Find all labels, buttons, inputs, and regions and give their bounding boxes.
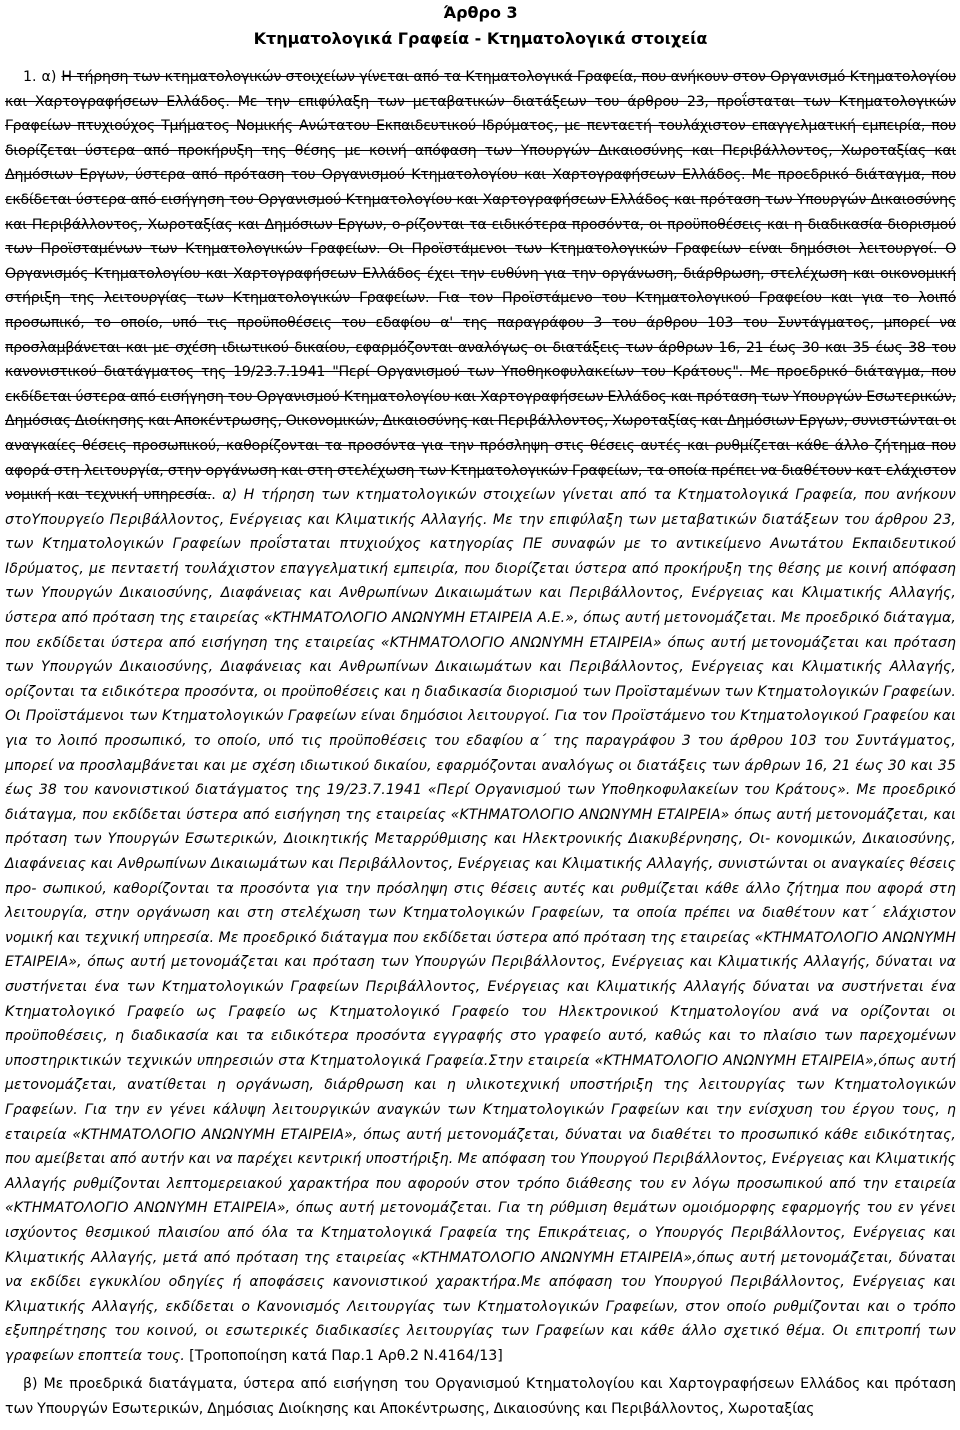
article-body (5, 65, 956, 1422)
paragraph-1-number: 1. α) (23, 69, 57, 85)
deleted-text: Η τήρηση των κτηματολογικών στοιχείων γίνεται από τα Κτηματολογικά Γραφεία, που ανήκουν στον Οργανισμό Κτηματολογίου και Χαρτογραφήσεων Ελλάδος. Με την επιφύλαξη των μεταβατικών διατάξεων του άρθρου 23, προΐσταται των Κτηματολογικών Γραφείων πτυχιούχος Τμήματος Νομικής Ανώτατου Εκπαιδευτικού Ιδρύματος, με πενταετή τουλάχιστον επαγγελματική εμπειρία, που διορίζεται ύστερα από προκήρυξη της θέσης με κοινή απόφαση των Υπουργών Δικαιοσύνης και Περιβάλλοντος, Χωροταξίας και Δημόσιων Εργων, ύστερα από πρόταση του Οργανισμού Κτηματολογίου και Χαρτογραφήσεων Ελλάδος. Με προεδρικό διάταγμα, που εκδίδεται ύστερα από εισήγηση του Οργανισμού Κτηματολογίου και Χαρτογραφήσεων Ελλάδος και πρόταση των Υπουργών Δικαιοσύνης και Περιβάλλοντος, Χωροταξίας και Δημόσιων Εργων, ο-ρίζονται τα ειδικότερα προσόντα, οι προϋποθέσεις και η διαδικασία διορισμού των Προϊσταμένων των Κτηματολογικών Γραφείων. Οι Προϊστάμενοι των Κτηματολογικών Γραφείων είναι δημόσιοι λειτουργοί. Ο Οργανισμός Κτηματολογίου και Χαρτογραφήσεων Ελλάδος έχει την ευθύνη για την οργάνωση, διάρθρωση, στελέχωση και οικονομική στήριξη της λειτουργίας των Κτηματολογικών Γραφείων. Για τον Προϊστάμενο του Κτηματολογικού Γραφείου και για το λοιπό προσωπικό, το οποίο, υπό τις προϋποθέσεις του εδαφίου α' της παραγράφου 3 του άρθρου 103 του Συντάγματος, μπορεί να προσλαμβάνεται και με σχέση ιδιωτικού δικαίου, εφαρμόζονται αναλόγως οι διατάξεις των άρθρων 16, 21 έως 30 και 35 έως 38 του κανονιστικού διατάγματος της 19/23.7.1941 "Περί Οργανισμού των Υποθηκοφυλακείων του Κράτους". Με προεδρικό διάταγμα, που εκδίδεται ύστερα από εισήγηση του Οργανισμού Κτηματολογίου και Χαρτογραφήσεων Ελλάδος και πρόταση των Υπουργών Εσωτερικών, Δημόσιας Διοίκησης και Αποκέντρωσης, Οικονομικών, Δικαιοσύνης και Περιβάλλοντος, Χωροταξίας και Δημόσιων Εργων, συνιστώνται οι αναγκαίες θέσεις προσωπικού, καθορίζονται τα προσόντα για την πρόσληψη στις θέσεις αυτές και ρυθμίζεται κάθε άλλο ζήτημα που αφορά στη λειτουργία, στην οργάνωση και στη στελέχωση των Κτηματολογικών Γραφείων, τα οποία πρέπει να διαθέτουν κατ ελάχιστον νομική και τεχνική υπηρεσία. (5, 69, 957, 504)
separator: . (211, 487, 223, 504)
article-heading: Άρθρο 3 (443, 3, 518, 22)
amendment-source: [Τροποποίηση κατά Παρ.1 Αρθ.2 Ν.4164/13] (189, 1347, 503, 1364)
paragraph-2 (5, 1372, 956, 1421)
paragraph-2-number: β) (23, 1376, 38, 1393)
inserted-text: α) Η τήρηση των κτηματολογικών στοιχείων γίνεται από τα Κτηματολογικά Γραφεία, που ανήκουν στοΥπουργείο Περιβάλλοντος, Ενέργειας και Κλιματικής Αλλαγής. Με την επιφύλαξη των μεταβατικών διατάξεων του άρθρου 23, των Κτηματολογικών Γραφείων προΐσταται πτυχιούχος κατηγορίας ΠΕ συναφών με το αντικείμενο Ανωτάτου Εκπαιδευτικού Ιδρύματος, με πενταετή τουλάχιστον επαγγελματική εμπειρία, που διορίζεται ύστερα από προκήρυξη της θέσης με κοινή απόφαση των Υπουργών Δικαιοσύνης, Διαφάνειας και Ανθρωπίνων Δικαιωμάτων και Περιβάλλοντος, Ενέργειας και Κλιματικής Αλλαγής, ύστερα από πρόταση της εταιρείας «ΚΤΗΜΑΤΟΛΟΓΙΟ ΑΝΩΝΥΜΗ ΕΤΑΙΡΕΙΑ Α.Ε.», όπως αυτή μετονομάζεται. Με προεδρικό διάταγμα, που εκδίδεται ύστερα από εισήγηση της εταιρείας «ΚΤΗΜΑΤΟΛΟΓΙΟ ΑΝΩΝΥΜΗ ΕΤΑΙΡΕΙΑ» όπως αυτή μετονομάζεται και πρόταση των Υπουργών Δικαιοσύνης, Διαφάνειας και Ανθρωπίνων Δικαιωμάτων και Περιβάλλοντος, Ενέργειας και Κλιματικής Αλλαγής, ορίζονται τα ειδικότερα προσόντα, οι προϋποθέσεις και η διαδικασία διορισμού των Προϊσταμένων των Κτηματολογικών Γραφείων. Οι Προϊστάμενοι των Κτηματολογικών Γραφείων είναι δημόσιοι λειτουργοί. Για τον Προϊστάμενο του Κτηματολογικού Γραφείου και για το λοιπό προσωπικό, το οποίο, υπό τις προϋποθέσεις του εδαφίου α΄ της παραγράφου 3 του άρθρου 103 του Συντάγματος, μπορεί να προσλαμβάνεται και με σχέση ιδιωτικού δικαίου, εφαρμόζονται αναλόγως οι διατάξεις των άρθρων 16, 21 έως 30 και 35 έως 38 του κανονιστικού διατάγματος της 19/23.7.1941 «Περί Οργανισμού των Υποθηκοφυλακείων του Κράτους». Με προεδρικό διάταγμα, που εκδίδεται ύστερα από εισήγηση της εταιρείας «ΚΤΗΜΑΤΟΛΟΓΙΟ ΑΝΩΝΥΜΗ ΕΤΑΙΡΕΙΑ» όπως αυτή μετονομάζεται, και πρόταση των Υπουργών Εσωτερικών, Διοικητικής Μεταρρύθμισης και Ηλεκτρονικής Διακυβέρνησης, Οι- κονομικών, Δικαιοσύνης, Διαφάνειας και Ανθρωπίνων Δικαιωμάτων και Περιβάλλοντος, Ενέργειας και Κλιματικής Αλλαγής, συνιστώνται οι αναγκαίες θέσεις προ- σωπικού, καθορίζονται τα προσόντα για την πρόσληψη στις θέσεις αυτές και ρυθμίζεται κάθε άλλο ζήτημα που αφορά στη λειτουργία, στην οργάνωση και στη στελέχωση των Κτηματολογικών Γραφείων, τα οποία πρέπει να διαθέτουν κατ΄ ελάχιστον νομική και τεχνική υπηρεσία. Με προεδρικό διάταγμα που εκδίδεται ύστερα από πρόταση της εταιρείας «ΚΤΗΜΑΤΟΛΟΓΙΟ ΑΝΩΝΥΜΗ ΕΤΑΙΡΕΙΑ», όπως αυτή μετονομάζεται και πρόταση των Υπουργών Περιβάλλοντος, Ενέργειας και Κλιματικής Αλλαγής, δύναται να συστήνεται ένα των Κτηματολογικών Γραφείων Περιβάλλοντος, Ενέργειας και Κλιματικής Αλλαγής δύναται να συστήνεται ένα Κτηματολογικό Γραφείο ως Γραφείο ως Κτηματολογικό Γραφείο του Ηλεκτρονικού Κτηματολογίου ανά να ορίζονται οι προϋποθέσεις, η διαδικασία και τα ειδικότερα προσόντα εγγραφής στο γραφείο αυτό, καθώς και το πλαίσιο των παρεχομένων υποστηρικτικών τεχνικών υπηρεσιών στα Κτηματολογικά Γραφεία.Στην εταιρεία «ΚΤΗΜΑΤΟΛΟΓΙΟ ΑΝΩΝΥΜΗ ΕΤΑΙΡΕΙΑ»,όπως αυτή μετονομάζεται, ανατίθεται η οργάνωση, διάρθρωση και η υλικοτεχνική υποστήριξη της λειτουργίας των Κτηματολογικών Γραφείων. Για την εν γένει κάλυψη λειτουργικών αναγκών των Κτηματολογικών Γραφείων και την ενίσχυση του έργου τους, η εταιρεία «ΚΤΗΜΑΤΟΛΟΓΙΟ ΑΝΩΝΥΜΗ ΕΤΑΙΡΕΙΑ», όπως αυτή μετονομάζεται, δύναται να διαθέτει το προσωπικό κάθε ειδικότητας, που αμείβεται από αυτήν και να παρέχει κεντρική υποστήριξη. Με απόφαση του Υπουργού Περιβάλλοντος, Ενέργειας και Κλιματικής Αλλαγής ρυθμίζονται λεπτομερειακού χαρακτήρα που αφορούν στον τρόπο διάθεσης του εν λόγω προσωπικού από την εταιρεία «ΚΤΗΜΑΤΟΛΟΓΙΟ ΑΝΩΝΥΜΗ ΕΤΑΙΡΕΙΑ», όπως αυτή μετονομάζεται. Για τη ρύθμιση θεμάτων ομοιόμορφης εφαρμογής του εν γένει ισχύοντος θεσμικού πλαισίου από όλα τα Κτηματολογικά Γραφεία της Επικράτειας, ο Υπουργός Περιβάλλοντος, Ενέργειας και Κλιματικής Αλλαγής, μετά από πρόταση της εταιρείας «ΚΤΗΜΑΤΟΛΟΓΙΟ ΑΝΩΝΥΜΗ ΕΤΑΙΡΕΙΑ»,όπως αυτή μετονομάζεται, δύναται να εκδίδει εγκυκλίου οδηγίες ή αποφάσεις κανονιστικού χαρακτήρα.Με απόφαση του Υπουργού Περιβάλλοντος, Ενέργειας και Κλιματικής Αλλαγής, εκδίδεται ο Κανονισμός Λειτουργίας των Κτηματολογικών Γραφείων, στον οποίο ρυθμίζονται και ο τρόπο εξυπηρέτησης του κοινού, οι εσωτερικές διαδικασίες λειτουργίας των Γραφείων και κάθε άλλο σχετικό θέμα. Οι επιτροπή των γραφείων εποπτεία τους. (5, 487, 956, 1364)
paragraph-2-text: Με προεδρικά διατάγματα, ύστερα από εισήγηση του Οργανισμού Κτηματολογίου και Χαρτογραφήσεων Ελλάδος και πρόταση των Υπουργών Εσωτερικών, Δημόσιας Διοίκησης και Αποκέντρωσης, Δικαιοσύνης και Περιβάλλοντος, Χωροταξίας (5, 1376, 956, 1418)
article-title: Κτηματολογικά Γραφεία - Κτηματολογικά στοιχεία (253, 29, 708, 48)
paragraph-1 (5, 65, 956, 1368)
